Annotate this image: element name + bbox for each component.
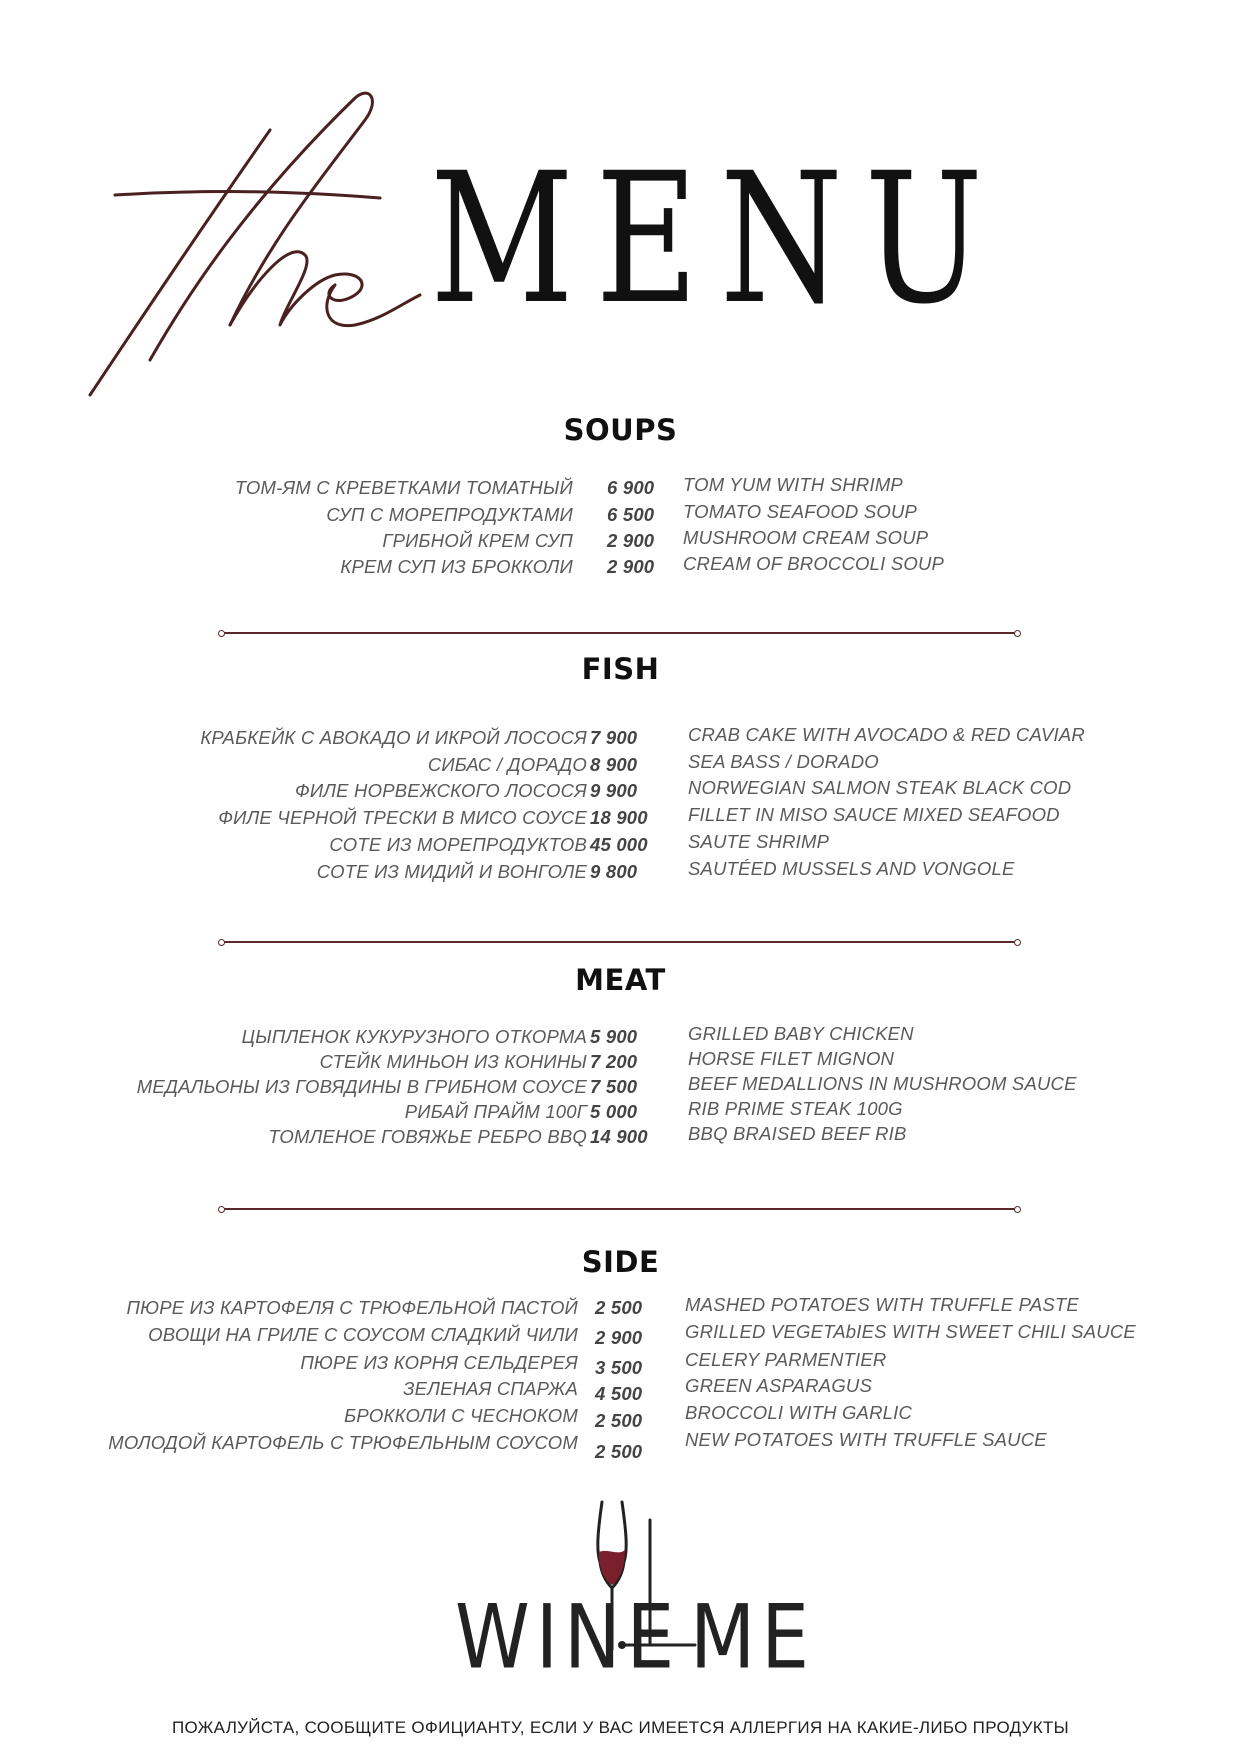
item-name-ru: ТОМ-ЯМ С КРЕВЕТКАМИ ТОМАТНЫЙ: [234, 477, 573, 498]
menu-item: [0, 804, 1241, 831]
menu-item: [0, 1048, 1241, 1075]
menu-item: [0, 474, 1241, 501]
item-price: 7 200: [590, 1051, 638, 1072]
item-price: 45 000: [590, 834, 648, 855]
item-price: 18 900: [590, 807, 648, 828]
section-divider: [222, 941, 1017, 943]
item-name-en: CRAB CAKE WITH AVOCADO & RED CAVIAR: [688, 724, 1085, 745]
item-price: 7 900: [590, 727, 638, 748]
the-script-lettering: [80, 90, 440, 410]
section-divider: [222, 632, 1017, 634]
item-name-ru: ТОМЛЕНОЕ ГОВЯЖЬЕ РЕБРО BBQ: [268, 1126, 587, 1147]
item-name-en: BROCCOLI WITH GARLIC: [685, 1402, 913, 1423]
item-name-ru: ПЮРЕ ИЗ КАРТОФЕЛЯ С ТРЮФЕЛЬНОЙ ПАСТОЙ: [126, 1297, 578, 1318]
menu-item: [0, 777, 1241, 804]
section-title-side: SIDE: [581, 1245, 660, 1279]
menu-item: [0, 1321, 1241, 1348]
item-name-en: SAUTÉED MUSSELS AND VONGOLE: [688, 858, 1015, 879]
item-name-en: NORWEGIAN SALMON STEAK BLACK COD: [688, 777, 1072, 798]
item-name-en: MUSHROOM CREAM SOUP: [683, 527, 929, 548]
menu-item: [0, 1123, 1241, 1150]
item-price: 4 500: [595, 1383, 643, 1404]
item-price: 7 500: [590, 1076, 638, 1097]
section-title-meat: MEAT: [575, 963, 666, 997]
item-name-ru: СИБАС / ДОРАДО: [427, 754, 587, 775]
item-price: 5 900: [590, 1026, 638, 1047]
item-name-en: CELERY PARMENTIER: [685, 1349, 887, 1370]
section-title-soups: SOUPS: [563, 413, 678, 447]
allergy-note: ПОЖАЛУЙСТА, СООБЩИТЕ ОФИЦИАНТУ, ЕСЛИ У ВАС ИМЕЕТСЯ АЛЛЕРГИЯ НА КАКИЕ-ЛИБО ПРОДУКТЫ: [172, 1718, 1069, 1737]
item-name-ru: ЦЫПЛЕНОК КУКУРУЗНОГО ОТКОРМА: [241, 1026, 587, 1047]
item-price: 2 900: [595, 1327, 643, 1348]
item-price: 5 000: [590, 1101, 638, 1122]
menu-item: [0, 1349, 1241, 1378]
item-name-ru: КРЕМ СУП ИЗ БРОККОЛИ: [340, 556, 573, 577]
item-name-ru: СОТЕ ИЗ МИДИЙ И ВОНГОЛЕ: [316, 861, 587, 882]
item-name-en: NEW POTATOES WITH TRUFFLE SAUCE: [685, 1429, 1047, 1450]
item-name-en: CREAM OF BROCCOLI SOUP: [683, 553, 945, 574]
item-name-ru: ГРИБНОЙ КРЕМ СУП: [382, 530, 573, 551]
item-name-en: TOMATO SEAFOOD SOUP: [683, 501, 918, 522]
menu-item: [0, 858, 1241, 885]
item-name-en: GRILLED VEGETAbIES WITH SWEET CHILI SAUCE: [685, 1321, 1136, 1342]
item-name-ru: СУП С МОРЕПРОДУКТАМИ: [326, 504, 573, 525]
menu-item: [0, 1429, 1241, 1462]
item-name-en: GRILLED BABY CHICKEN: [688, 1023, 914, 1044]
logo-text-me: ME: [690, 1585, 815, 1689]
item-price: 8 900: [590, 754, 638, 775]
item-price: 2 500: [595, 1410, 643, 1431]
item-name-ru: ЗЕЛЕНАЯ СПАРЖА: [403, 1378, 578, 1399]
item-name-en: BBQ BRAISED BEEF RIB: [688, 1123, 907, 1144]
item-price: 2 500: [595, 1297, 643, 1318]
item-name-ru: ПЮРЕ ИЗ КОРНЯ СЕЛЬДЕРЕЯ: [300, 1352, 578, 1373]
menu-item: [0, 751, 1241, 778]
item-name-en: RIB PRIME STEAK 100G: [688, 1098, 903, 1119]
logo-text-wine: WINE: [455, 1585, 681, 1689]
item-price: 3 500: [595, 1357, 643, 1378]
item-name-en: GREEN ASPARAGUS: [685, 1375, 873, 1396]
section-title-fish: FISH: [581, 652, 660, 686]
item-price: 9 800: [590, 861, 638, 882]
item-name-ru: МЕДАЛЬОНЫ ИЗ ГОВЯДИНЫ В ГРИБНОМ СОУСЕ: [136, 1076, 587, 1097]
menu-item: [0, 724, 1241, 751]
item-name-en: BEEF MEDALLIONS IN MUSHROOM SAUCE: [688, 1073, 1077, 1094]
menu-item: [0, 553, 1241, 580]
item-name-ru: БРОККОЛИ С ЧЕСНОКОМ: [344, 1405, 578, 1426]
item-price: 2 900: [607, 556, 655, 577]
item-price: 14 900: [590, 1126, 648, 1147]
item-name-en: FILLET IN MISO SAUCE MIXED SEAFOOD: [688, 804, 1060, 825]
menu-item: [0, 1375, 1241, 1404]
item-name-en: TOM YUM WITH SHRIMP: [683, 474, 903, 495]
item-name-en: MASHED POTATOES WITH TRUFFLE PASTE: [685, 1294, 1079, 1315]
item-name-ru: КРАБКЕЙК С АВОКАДО И ИКРОЙ ЛОСОСЯ: [200, 727, 587, 748]
menu-item: [0, 1023, 1241, 1050]
menu-item: [0, 527, 1241, 554]
item-name-ru: ОВОЩИ НА ГРИЛЕ С СОУСОМ СЛАДКИЙ ЧИЛИ: [148, 1324, 578, 1345]
menu-item: [0, 831, 1241, 858]
item-name-en: SAUTE SHRIMP: [688, 831, 830, 852]
item-price: 2 500: [595, 1441, 643, 1462]
menu-item: [0, 1098, 1241, 1125]
menu-title: MENU: [430, 135, 1005, 344]
item-name-ru: ФИЛЕ НОРВЕЖСКОГО ЛОСОСЯ: [294, 780, 587, 801]
item-name-ru: МОЛОДОЙ КАРТОФЕЛЬ С ТРЮФЕЛЬНЫМ СОУСОМ: [108, 1432, 578, 1453]
item-price: 6 900: [607, 477, 655, 498]
section-divider: [222, 1208, 1017, 1210]
item-price: 2 900: [607, 530, 655, 551]
item-name-en: SEA BASS / DORADO: [688, 751, 879, 772]
item-name-ru: РИБАЙ ПРАЙМ 100Г: [404, 1101, 587, 1122]
item-price: 6 500: [607, 504, 655, 525]
item-name-en: HORSE FILET MIGNON: [688, 1048, 895, 1069]
item-name-ru: СТЕЙК МИНЬОН ИЗ КОНИНЫ: [319, 1051, 587, 1072]
menu-item: [0, 1294, 1241, 1321]
menu-item: [0, 501, 1241, 528]
menu-item: [0, 1402, 1241, 1431]
menu-item: [0, 1073, 1241, 1100]
item-name-ru: ФИЛЕ ЧЕРНОЙ ТРЕСКИ В МИСО СОУСЕ: [218, 807, 587, 828]
item-price: 9 900: [590, 780, 638, 801]
item-name-ru: СОТЕ ИЗ МОРЕПРОДУКТОВ: [329, 834, 587, 855]
